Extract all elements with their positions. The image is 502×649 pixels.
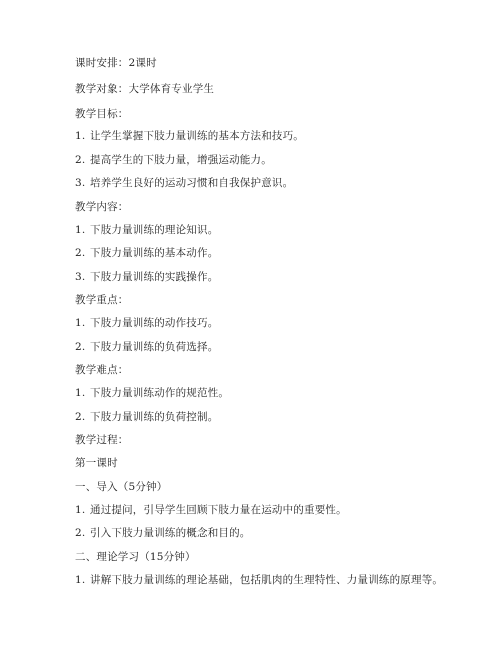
list-number: 1. (75, 504, 86, 516)
doc-heading-process: 教学过程： (75, 434, 129, 446)
list-number: 2. (75, 527, 86, 539)
list-number: 2. (75, 154, 86, 166)
doc-list-item (75, 153, 272, 167)
doc-line-schedule: 课时安排：2课时 (75, 57, 157, 69)
doc-list-item (75, 410, 218, 424)
doc-heading-key-points: 教学重点： (75, 294, 129, 306)
doc-list-item (75, 270, 218, 284)
doc-list-item (75, 129, 304, 143)
doc-list-item (75, 176, 293, 190)
list-text: 讲解下肢力量训练的理论基础，包括肌肉的生理特性、力量训练的原理等。 (90, 574, 444, 586)
list-text: 引入下肢力量训练的概念和目的。 (90, 527, 251, 539)
doc-list-item (75, 503, 347, 517)
list-text: 下肢力量训练的负荷选择。 (90, 341, 219, 353)
list-text: 下肢力量训练的基本动作。 (90, 247, 219, 259)
doc-list-item (75, 223, 218, 237)
list-number: 3. (75, 177, 86, 189)
list-text: 下肢力量训练的负荷控制。 (90, 411, 219, 423)
list-number: 2. (75, 341, 86, 353)
list-number: 3. (75, 271, 86, 283)
list-number: 1. (75, 574, 86, 586)
doc-list-item (75, 386, 229, 400)
list-text: 下肢力量训练的理论知识。 (90, 224, 219, 236)
list-number: 1. (75, 224, 86, 236)
doc-section-intro: 一、导入（5分钟） (75, 481, 168, 493)
doc-heading-difficulties: 教学难点： (75, 364, 129, 376)
list-text: 下肢力量训练动作的规范性。 (90, 387, 230, 399)
list-number: 2. (75, 247, 86, 259)
doc-list-item (75, 316, 218, 330)
doc-list-item (75, 526, 251, 540)
list-text: 下肢力量训练的实践操作。 (90, 271, 219, 283)
list-text: 让学生掌握下肢力量训练的基本方法和技巧。 (90, 130, 304, 142)
list-text: 培养学生良好的运动习惯和自我保护意识。 (90, 177, 294, 189)
doc-heading-lesson-one: 第一课时 (75, 457, 118, 469)
doc-heading-objectives: 教学目标： (75, 108, 129, 120)
list-number: 1. (75, 130, 86, 142)
list-number: 2. (75, 411, 86, 423)
list-text: 通过提问，引导学生回顾下肢力量在运动中的重要性。 (90, 504, 347, 516)
doc-list-item (75, 573, 443, 587)
doc-list-item (75, 340, 218, 354)
list-number: 1. (75, 387, 86, 399)
doc-list-item (75, 246, 218, 260)
doc-heading-content: 教学内容： (75, 201, 129, 213)
doc-line-audience: 教学对象：大学体育专业学生 (75, 83, 215, 95)
list-text: 提高学生的下肢力量，增强运动能力。 (90, 154, 272, 166)
list-text: 下肢力量训练的动作技巧。 (90, 317, 219, 329)
doc-section-theory: 二、理论学习（15分钟） (75, 551, 196, 563)
list-number: 1. (75, 317, 86, 329)
